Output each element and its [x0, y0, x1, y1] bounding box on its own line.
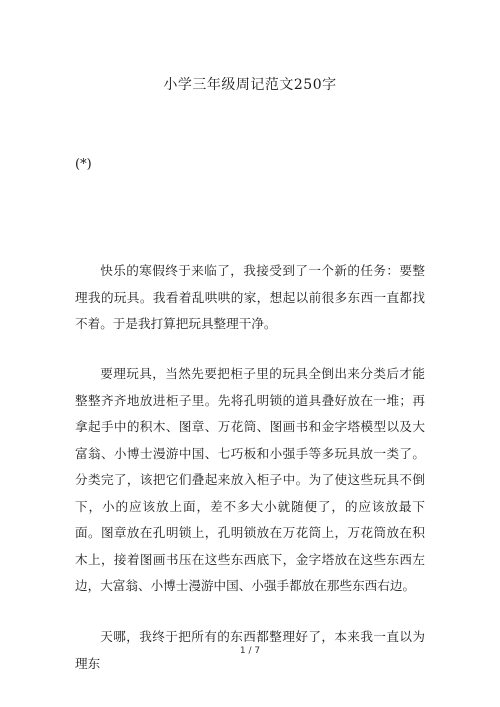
section-marker: (*): [75, 157, 92, 172]
paragraph-1: 快乐的寒假终于来临了，我接受到了一个新的任务：要整理我的玩具。我看着乱哄哄的家，想起以前很多东西一直都找不着。于是我打算把玩具整理干净。: [75, 263, 425, 331]
document-title: 小学三年级周记范文250字: [163, 77, 337, 93]
paragraph-3: 天哪，我终于把所有的东西都整理好了，本来我一直以为理东: [75, 629, 425, 671]
paragraph-2: 要理玩具，当然先要把柜子里的玩具全倒出来分类后才能整整齐齐地放进柜子里。先将孔明锁的道具叠好放在一堆；再拿起手中的积木、图章、万花筒、图画书和金字塔模型以及大富翁、小博士漫游中国、七巧板和小强手等多玩具放一类了。分类完了，该把它们叠起来放入柜子中。为了使这些玩具不倒下，小的应该放上面，差不多大小就随便了，的应该放最下面。图章放在孔明锁上，孔明锁放在万花筒上，万花筒放在积木上，接着图画书压在这些东西底下，金字塔放在这些东西左边，大富翁、小博士漫游中国、小强手都放在那些东西右边。: [75, 366, 425, 593]
page-number: 1 / 7: [239, 646, 261, 656]
